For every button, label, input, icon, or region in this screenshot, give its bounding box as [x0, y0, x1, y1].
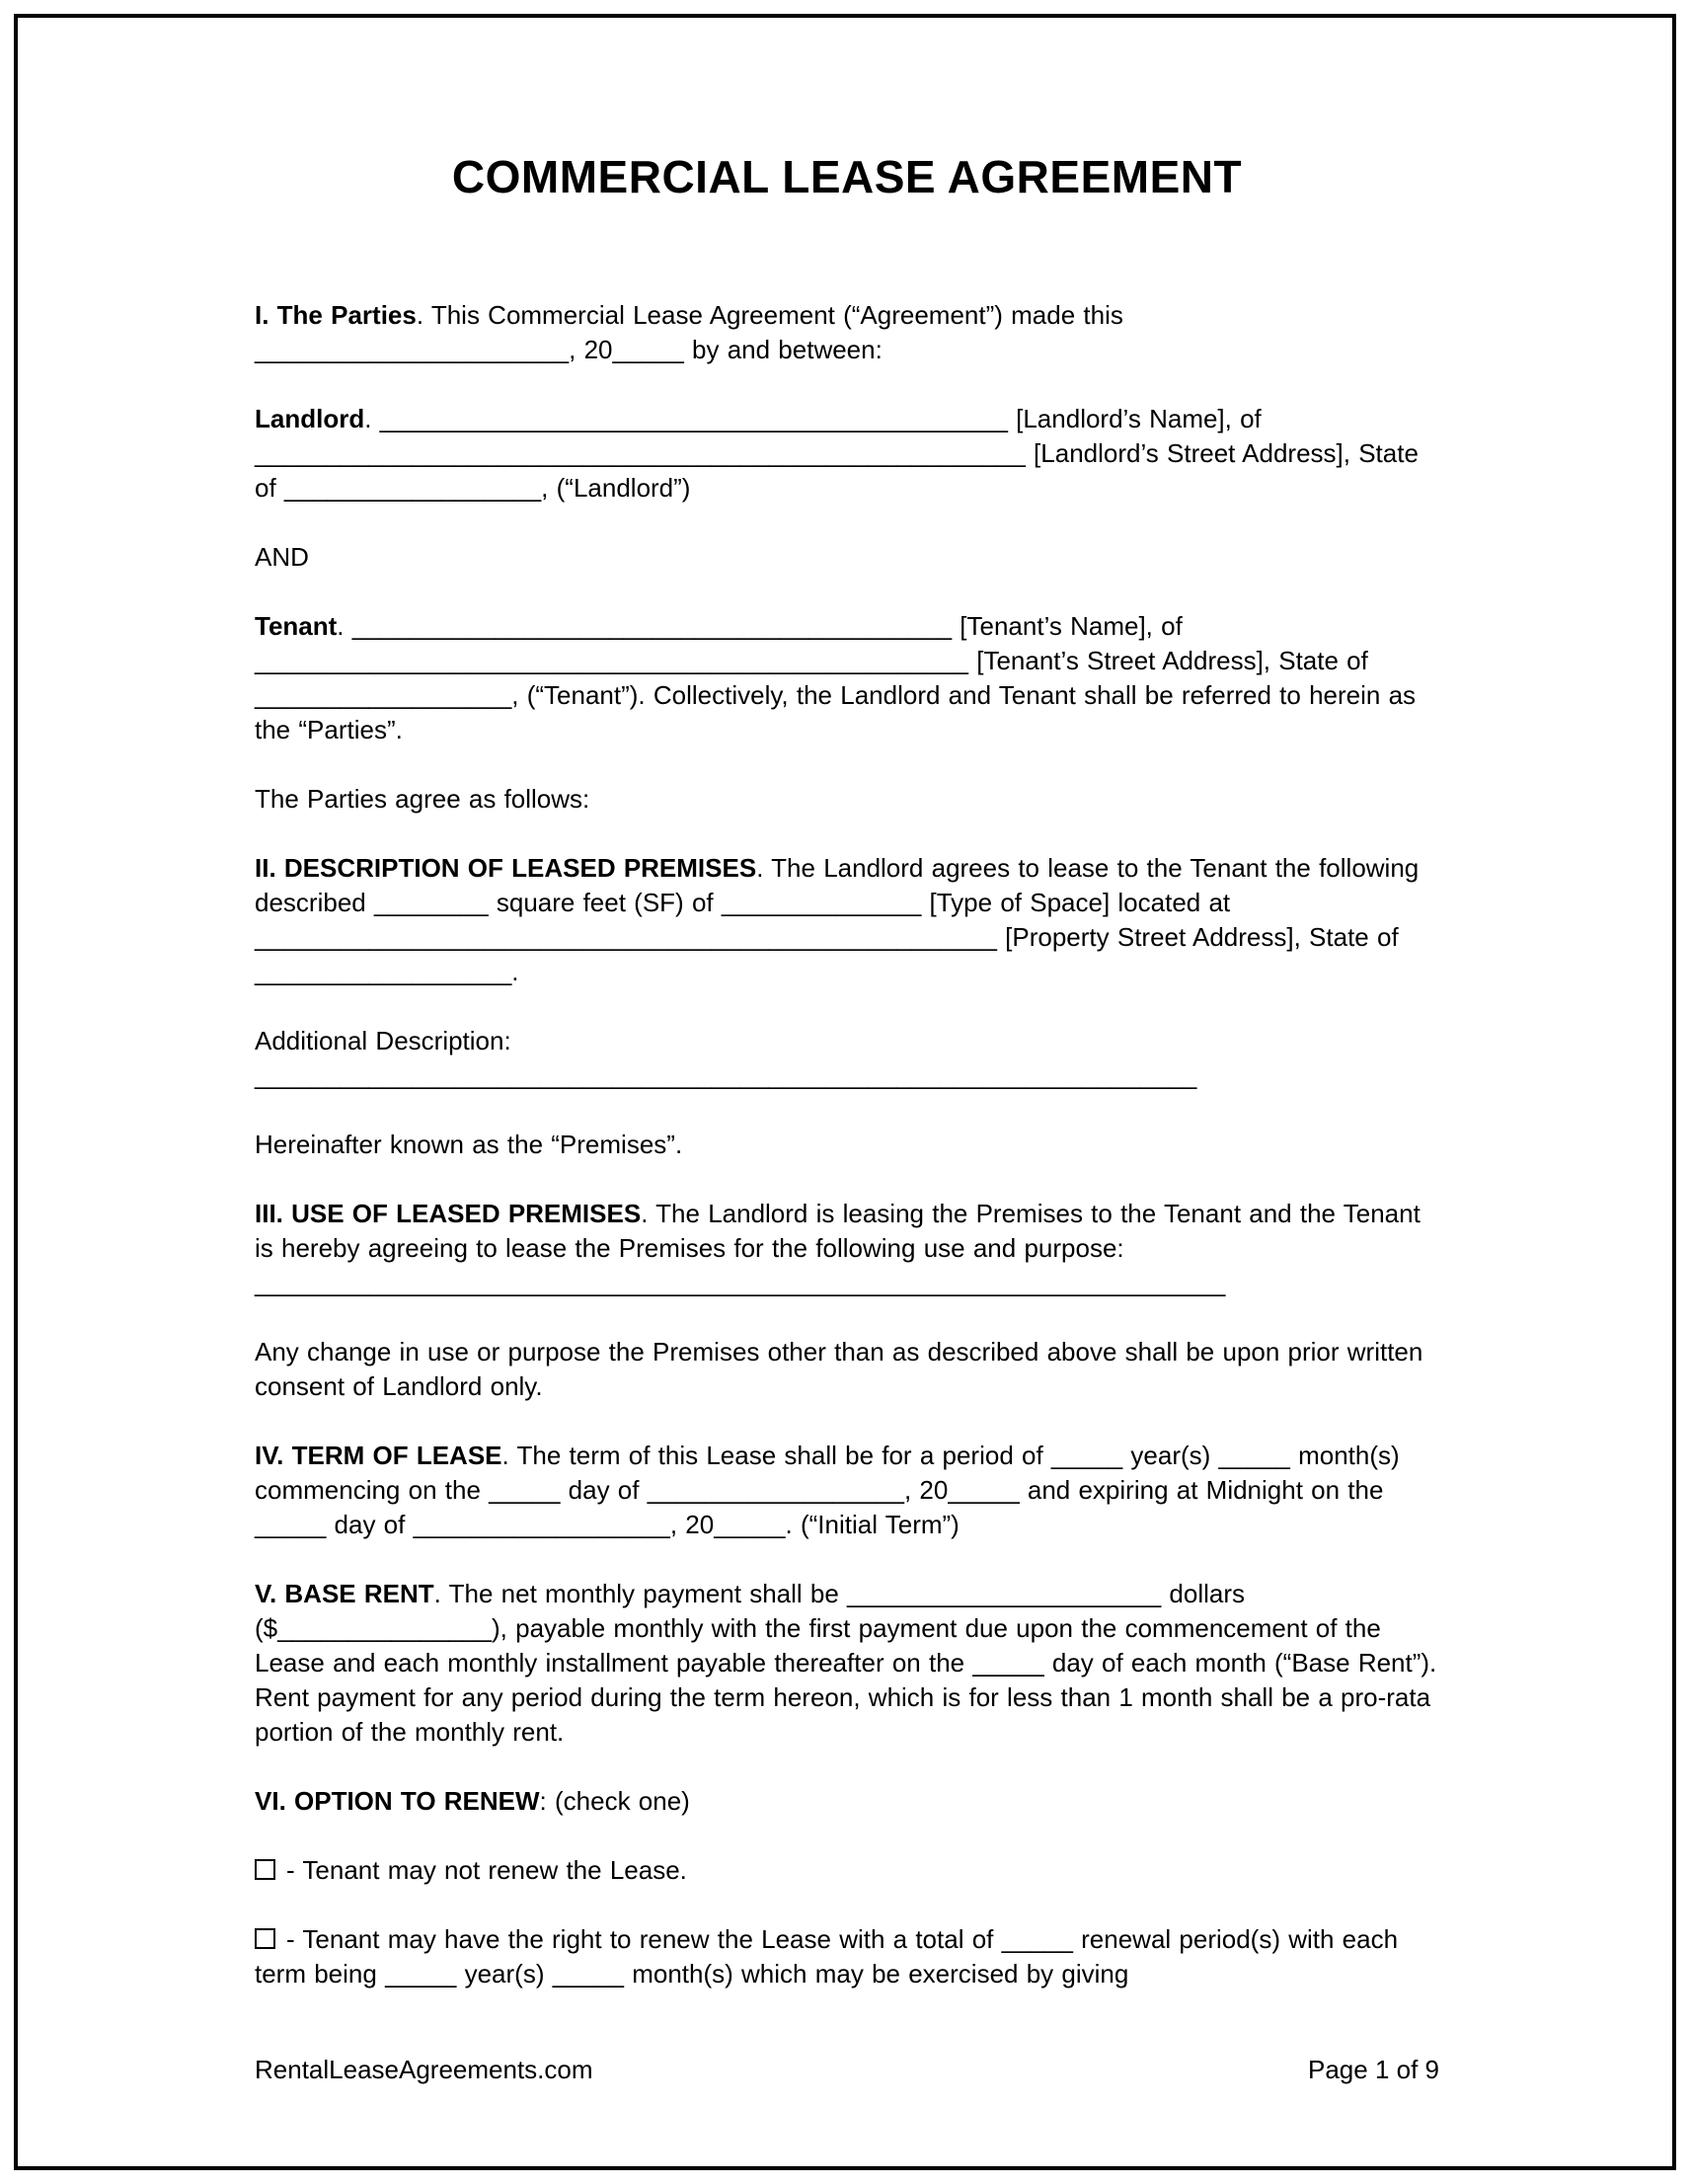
- clause-tenant: [255, 609, 1439, 747]
- clause-text: . The term of this Lease shall be for a period of _____ year(s) _____ month(s) commencing on the _____ day of __________________, 20_____ and expiring at Midnight on the _____ day of __________________, 20_____. (“Initial Term”): [255, 1441, 1400, 1539]
- clause-heading: IV. TERM OF LEASE: [255, 1441, 502, 1470]
- clause-text: : (check one): [539, 1786, 690, 1816]
- clause-use-of-leased-premises: [255, 1197, 1439, 1300]
- footer-page-number: Page 1 of 9: [1308, 2055, 1439, 2084]
- page-footer: [255, 2055, 1439, 2085]
- option-no-renewal: [255, 1853, 1439, 1888]
- option-renewal-right: [255, 1922, 1439, 1991]
- clause-description-of-leased-premises: [255, 851, 1439, 989]
- clause-text: . The net monthly payment shall be ______________________ dollars ($_______________), payable monthly with the first payment due upon the commencement of the Lease and each monthly installment payable thereafter on the _____ day of each month (“Base Rent”). Rent payment for any period during the term hereon, which is for less than 1 month shall be a pro-rata portion of the monthly rent.: [255, 1579, 1437, 1747]
- clause-text: . __________________________________________ [Tenant’s Name], of __________________________________________________ [Tenant’s Street Address], State of __________________, (“Tenant”). Collectively, the Landlord and Tenant shall be referred to herein as the “Parties”.: [255, 611, 1417, 744]
- clause-term-of-lease: [255, 1439, 1439, 1542]
- document-body: [255, 298, 1439, 1991]
- paragraph-parties-agree: [255, 782, 1439, 817]
- clause-option-to-renew: [255, 1784, 1439, 1819]
- clause-text: AND: [255, 542, 309, 572]
- clause-landlord: [255, 402, 1439, 506]
- clause-heading: II. DESCRIPTION OF LEASED PREMISES: [255, 853, 757, 883]
- clause-text: Any change in use or purpose the Premises other than as described above shall be upon prior written consent of Landlord only.: [255, 1337, 1423, 1401]
- document-content: [255, 150, 1439, 2026]
- paragraph-additional-description: [255, 1024, 1439, 1093]
- clause-text: - Tenant may not renew the Lease.: [286, 1855, 687, 1885]
- checkbox-icon: [255, 1859, 275, 1880]
- clause-heading: III. USE OF LEASED PREMISES: [255, 1199, 642, 1228]
- footer-site-name: RentalLeaseAgreements.com: [255, 2055, 593, 2084]
- clause-text: . The Landlord agrees to lease to the Tenant the following described ________ square feet (SF) of ______________ [Type of Space] located at ____________________________________________________ [Property Street Address], State of __________________.: [255, 853, 1420, 986]
- paragraph-change-of-use: [255, 1335, 1439, 1404]
- clause-heading: Landlord: [255, 404, 365, 433]
- clause-heading: V. BASE RENT: [255, 1579, 434, 1608]
- clause-heading: Tenant: [255, 611, 338, 641]
- clause-text: The Parties agree as follows:: [255, 784, 590, 814]
- clause-text: . This Commercial Lease Agreement (“Agreement”) made this ______________________, 20_____ by and between:: [255, 300, 1123, 364]
- clause-the-parties: [255, 298, 1439, 367]
- clause-text: - Tenant may have the right to renew the Lease with a total of _____ renewal period(s) with each term being _____ year(s) _____ month(s) which may be exercised by giving: [255, 1924, 1399, 1989]
- clause-text: Additional Description: __________________________________________________________________: [255, 1026, 1197, 1090]
- paragraph-hereinafter-premises: [255, 1128, 1439, 1162]
- clause-text: . The Landlord is leasing the Premises to the Tenant and the Tenant is hereby agreeing to lease the Premises for the following use and purpose: ____________________________________________________________________: [255, 1199, 1421, 1297]
- clause-text: . ____________________________________________ [Landlord’s Name], of ______________________________________________________ [Landlord’s Street Address], State of __________________, (“Landlord”): [255, 404, 1419, 503]
- clause-text: Hereinafter known as the “Premises”.: [255, 1130, 683, 1159]
- clause-base-rent: [255, 1577, 1439, 1750]
- clause-heading: VI. OPTION TO RENEW: [255, 1786, 540, 1816]
- document-title: COMMERCIAL LEASE AGREEMENT: [451, 151, 1243, 202]
- paragraph-and: [255, 540, 1439, 575]
- clause-heading: I. The Parties: [255, 300, 417, 330]
- checkbox-icon: [255, 1928, 275, 1949]
